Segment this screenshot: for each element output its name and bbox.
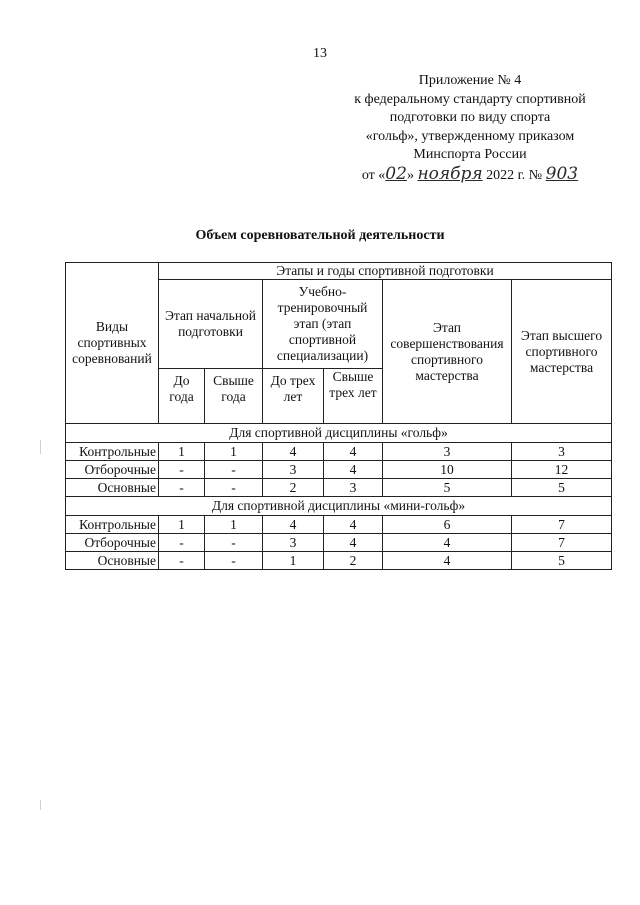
table-cell: 5 [512,552,612,570]
table-cell: - [205,552,263,570]
table-cell: 7 [512,516,612,534]
table-cell: 3 [263,534,324,552]
table-row [66,552,612,570]
table-cell: 1 [159,516,205,534]
margin-mark [40,440,41,454]
table-cell: - [205,461,263,479]
table-cell: - [205,479,263,497]
table-cell: 4 [324,443,383,461]
table-row [66,479,612,497]
table-cell: 7 [512,534,612,552]
header-up-to-three-years: До трех лет [263,369,324,424]
document-title: Объем соревновательной деятельности [195,228,445,243]
header-competition-types: Виды спортивных соревнований [66,263,159,424]
date-prefix: от « [361,167,386,183]
appendix-line-2: к федеральному стандарту спортивной [354,91,586,107]
table-cell: - [159,461,205,479]
table-cell: 4 [383,534,512,552]
table-cell: 5 [512,479,612,497]
table-cell: 2 [324,552,383,570]
appendix-line-3: подготовки по виду спорта [389,110,551,125]
table-cell: 1 [205,516,263,534]
table-cell: 3 [512,443,612,461]
date-mid: » [406,167,414,183]
order-date-line [330,165,610,186]
row-label: Контрольные [66,516,159,534]
table-row [66,443,612,461]
table-cell: 10 [383,461,512,479]
table-cell: 3 [324,479,383,497]
header-row-1 [66,263,612,280]
table-cell: - [159,552,205,570]
table-cell: 1 [263,552,324,570]
table-cell: 6 [383,516,512,534]
appendix-header [330,72,610,185]
section-row [66,497,612,516]
table-cell: 1 [205,443,263,461]
table-cell: 1 [159,443,205,461]
row-label: Основные [66,479,159,497]
handwritten-month: ноября [417,163,483,184]
section-row [66,424,612,443]
header-over-three-years: Свыше трех лет [324,369,383,424]
table-cell: 2 [263,479,324,497]
date-year: 2022 г. № [486,167,543,183]
table-cell: 12 [512,461,612,479]
table-row [66,461,612,479]
row-label: Контрольные [66,443,159,461]
table-cell: 4 [263,443,324,461]
header-stage-initial: Этап начальной подготовки [159,280,263,369]
margin-mark [40,800,41,810]
table-row [66,516,612,534]
table-cell: 4 [324,516,383,534]
appendix-line-4: «гольф», утвержденному приказом [365,128,575,144]
table-cell: 3 [383,443,512,461]
table-cell: 5 [383,479,512,497]
appendix-line-5: Минспорта России [413,147,527,162]
table-cell: 4 [263,516,324,534]
header-stage-improvement: Этап совершенствования спортивного мастерства [383,280,512,424]
header-stages: Этапы и годы спортивной подготовки [159,263,612,280]
handwritten-day: 02 [385,163,407,184]
appendix-line-1: Приложение № 4 [418,73,522,88]
table-cell: - [159,479,205,497]
section-title: Для спортивной дисциплины «мини-гольф» [66,497,612,516]
header-stage-higher: Этап высшего спортивного мастерства [512,280,612,424]
competition-volume-table [65,262,612,570]
table-row [66,534,612,552]
row-label: Отборочные [66,461,159,479]
section-title: Для спортивной дисциплины «гольф» [66,424,612,443]
row-label: Отборочные [66,534,159,552]
header-stage-training: Учебно-тренировочный этап (этап спортивной специализации) [263,280,383,369]
row-label: Основные [66,552,159,570]
table-cell: 4 [383,552,512,570]
table-cell: 4 [324,461,383,479]
handwritten-order-number: 903 [545,163,579,184]
table-cell: - [159,534,205,552]
page-number: 13 [313,46,327,61]
header-over-year: Свыше года [205,369,263,424]
header-up-to-year: До года [159,369,205,424]
table-cell: 4 [324,534,383,552]
table-cell: - [205,534,263,552]
table-cell: 3 [263,461,324,479]
